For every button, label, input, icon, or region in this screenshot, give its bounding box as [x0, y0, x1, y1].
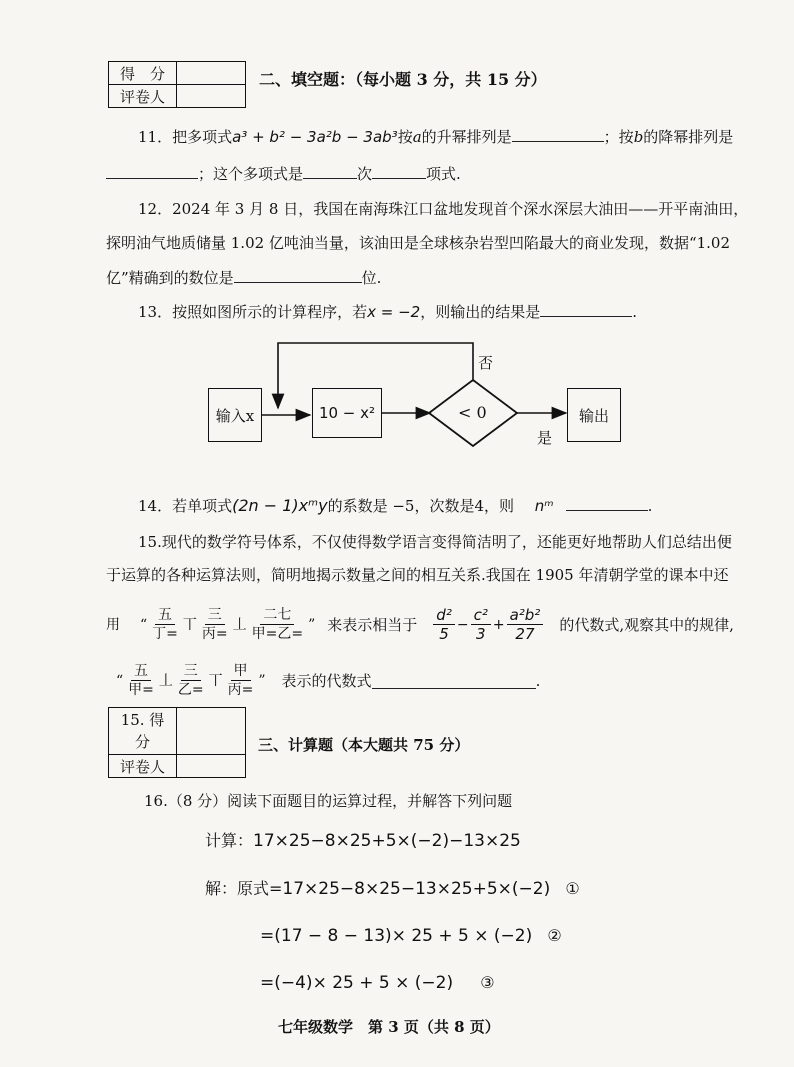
q13-text: ，则输出的结果是: [420, 303, 541, 321]
q14-text: 的系数是 −5，次数是4，则: [327, 497, 514, 515]
q15-text: .: [535, 671, 541, 690]
frac-num: a²b²: [507, 606, 544, 625]
q11-var-b: b: [633, 128, 644, 146]
q15-eq-frac-1: [433, 606, 455, 643]
q16-step3-expression: =(−4)× 25 + 5 × (−2): [260, 973, 454, 993]
q16-step1-expression: 17×25−8×25−13×25+5×(−2): [282, 879, 551, 899]
output-box-label: 输出: [578, 406, 609, 425]
q16-step2-expression: =(17 − 8 − 13)× 25 + 5 × (−2): [260, 926, 533, 946]
q15-op: 丅: [182, 616, 197, 633]
q15-eq-frac-3: [507, 606, 544, 643]
q16-step-marker-3: ③: [480, 973, 495, 992]
q15-op: 丄: [232, 616, 247, 633]
question-16-intro: 16.（8 分）阅读下面题目的运算过程，并解答下列问题: [144, 792, 513, 810]
q15-op: 丅: [208, 672, 223, 689]
q15-q-frac-3: [225, 662, 257, 699]
q15-text: 的代数式,观察其中的规律,: [559, 615, 734, 634]
question-14: [138, 494, 652, 516]
q11-degree-blank[interactable]: [303, 162, 357, 179]
score-label: [109, 708, 177, 755]
frac-num: 二七: [260, 606, 294, 625]
question-11-line2: [106, 162, 461, 184]
frac-num: d²: [433, 606, 455, 625]
section3-title: 三、计算题（本大题共 75 分）: [258, 736, 470, 754]
q15-eq-frac-2: [471, 606, 491, 643]
q11-text: ；这个多项式是: [198, 165, 304, 183]
score-box-section2: [108, 61, 246, 108]
flowchart: [200, 335, 630, 455]
q16-step1: [205, 879, 580, 899]
frac-den: 27: [515, 625, 535, 643]
q15-text: 来表示相当于: [327, 615, 418, 634]
q16-step-marker-2: ②: [547, 926, 562, 945]
q11-var-a: a: [412, 128, 422, 146]
q15-q-frac-1: [125, 662, 157, 699]
reviewer-label: 评卷人: [109, 85, 177, 108]
score-cell[interactable]: [177, 62, 246, 85]
compute-box-label: 10 − x²: [318, 404, 376, 422]
q15-op: 丄: [158, 672, 173, 689]
q15-text: 用: [106, 616, 120, 633]
question-15-line3: 用 “ $\frac{\text{五}}{\text{丁=}}$ 丅 $\frac{\text{三}}{\text{丙=}}$ 丄 $\frac{\text{二七}}{\text{甲=乙=}}$ ” 来表示相当于 $\frac{\text{d²}}{5}$ − $\frac{\text{c²}}{3}$ + $\frac{\text{a²b²}}{27}$ 的代数式,观察其中的规律,: [106, 606, 734, 643]
score-cell[interactable]: [177, 708, 246, 755]
q11-text: 次: [357, 165, 373, 183]
q15-ex-frac-3: [249, 606, 306, 643]
reviewer-label: 评卷人: [109, 755, 177, 778]
q11-polynomial: a³ + b² − 3a²b − 3ab³: [232, 128, 398, 146]
q11-text: 项式.: [426, 165, 461, 183]
compute-box: [312, 388, 382, 438]
q15-ex-frac-1: [149, 606, 181, 643]
q13-text: 13．按照如图所示的计算程序，若: [138, 303, 368, 321]
q16-step3: [260, 973, 495, 993]
frac-den: 丁=: [152, 626, 178, 642]
q14-text: .: [647, 497, 653, 515]
q12-text: 亿”精确到的数位是: [106, 269, 234, 287]
q15-text: 表示的代数式: [281, 671, 372, 690]
frac-num: 甲: [231, 662, 251, 681]
q11-terms-blank[interactable]: [372, 162, 426, 179]
q16-calc-label: 计算：: [205, 831, 254, 850]
output-box: [567, 388, 621, 442]
frac-den: 丙=: [201, 626, 228, 642]
q16-step2: [260, 926, 562, 946]
question-13: [138, 300, 637, 322]
q13-text: .: [632, 303, 637, 321]
section2-title: 二、填空题：（每小题 3 分，共 15 分）: [259, 70, 547, 89]
frac-num: 三: [205, 606, 225, 625]
score-label: 得 分: [109, 62, 177, 85]
q11-text: 11．把多项式: [138, 128, 233, 146]
reviewer-cell[interactable]: [177, 85, 246, 108]
frac-den: 3: [475, 625, 486, 643]
q11-text: 的降幂排列是: [643, 128, 734, 146]
frac-num: c²: [471, 606, 491, 625]
q12-answer-blank[interactable]: [234, 266, 362, 283]
frac-num: 五: [131, 662, 151, 681]
q11-answer-blank-1[interactable]: [512, 125, 604, 142]
question-12-line3: [106, 266, 381, 288]
question-15-line1: 15.现代的数学符号体系，不仅使得数学语言变得简洁明了，还能更好地帮助人们总结出便: [138, 533, 732, 551]
question-15-line4: “ $\frac{\text{五}}{\text{甲=}}$ 丄 $\frac{\text{三}}{\text{乙=}}$ 丅 $\frac{\text{甲}}{\text{丙=}}$ ” 表示的代数式 .: [116, 663, 541, 698]
q14-answer-blank[interactable]: [566, 494, 648, 511]
q15-op: +: [492, 616, 505, 633]
page-footer: 七年级数学 第 3 页（共 8 页）: [278, 1018, 500, 1036]
q11-answer-blank-2[interactable]: [106, 162, 198, 179]
frac-den: 甲=乙=: [251, 626, 304, 642]
q16-step-marker-1: ①: [565, 879, 580, 898]
reviewer-cell[interactable]: [177, 755, 246, 778]
score-label-line1: 15. 得: [120, 711, 165, 729]
q11-text: 的升幂排列是: [421, 128, 512, 146]
q11-text: ；按: [603, 128, 634, 146]
q14-expression: nᵐ: [534, 497, 554, 515]
score-label-line2: 分: [134, 733, 150, 751]
question-12-line2: 探明油气地质储量 1.02 亿吨油当量，该油田是全球核杂岩型凹陷最大的商业发现，数据“1.02: [106, 234, 731, 252]
question-11: [138, 125, 733, 147]
q15-q-frac-2: [175, 662, 207, 699]
q15-op: −: [456, 616, 469, 633]
score-box-section3: [108, 707, 246, 778]
question-15-line2: 于运算的各种运算法则，简明地揭示数量之间的相互关系.我国在 1905 年清朝学堂的课本中还: [106, 566, 729, 584]
q14-monomial: (2n − 1)xᵐy: [232, 496, 328, 515]
q13-answer-blank[interactable]: [540, 300, 632, 317]
q15-ex-frac-2: [199, 606, 231, 643]
q13-condition: x = −2: [367, 303, 421, 321]
decision-label: < 0: [458, 403, 487, 422]
frac-den: 乙=: [177, 682, 204, 698]
input-box: [208, 388, 262, 442]
yes-label: 是: [537, 429, 553, 447]
q16-solution-label: 解：原式=: [205, 879, 283, 898]
q14-text: 14．若单项式: [138, 497, 233, 515]
question-12-line1: 12．2024 年 3 月 8 日，我国在南海珠江口盆地发现首个深水深层大油田——开平南油田，: [138, 200, 749, 218]
no-label: 否: [478, 354, 494, 372]
frac-den: 甲=: [128, 682, 154, 698]
frac-num: 三: [181, 662, 201, 681]
q15-answer-blank[interactable]: [372, 672, 536, 689]
q16-calc-expression: 17×25−8×25+5×(−2)−13×25: [253, 831, 521, 851]
q12-text: 位.: [361, 269, 382, 287]
input-box-label: 输入x: [215, 406, 255, 425]
frac-den: 丙=: [227, 682, 254, 698]
frac-num: 五: [155, 606, 175, 625]
frac-den: 5: [439, 625, 449, 643]
q16-calc: [205, 831, 521, 851]
q11-text: 按: [397, 128, 413, 146]
